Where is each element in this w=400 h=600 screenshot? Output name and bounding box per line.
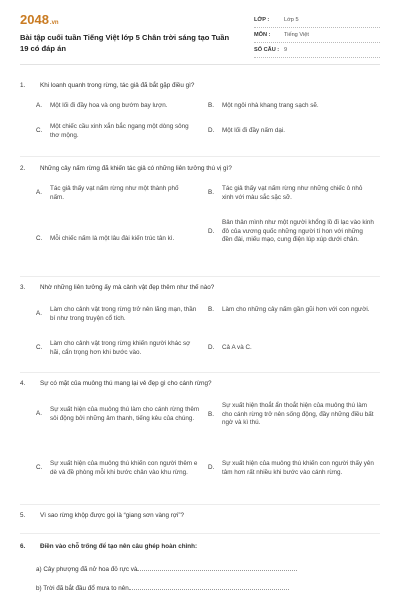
option-c[interactable] bbox=[36, 235, 206, 244]
divider bbox=[20, 276, 380, 277]
blank-line[interactable] bbox=[129, 583, 289, 590]
option-d-text: Bản thân mình như một người khổng lồ đi lạc vào kinh đô của vương quốc những người tí hon với những đền đài, miếu mạo, cung điện lúp xúp dưới chân. bbox=[222, 219, 374, 243]
option-b-label: B. bbox=[208, 189, 214, 197]
option-c-label: C. bbox=[36, 235, 43, 242]
option-a[interactable] bbox=[36, 306, 208, 323]
question-text: Sự có mặt của muông thú mang lại vẻ đẹp gì cho cánh rừng? bbox=[40, 380, 212, 387]
option-b[interactable] bbox=[208, 102, 378, 111]
option-a-label: A. bbox=[36, 410, 42, 418]
meta-socau-value: 9 bbox=[284, 47, 288, 53]
question-number: 1. bbox=[20, 82, 26, 89]
meta-lop-value: Lớp 5 bbox=[284, 17, 299, 23]
meta-mon bbox=[254, 28, 380, 43]
option-b[interactable] bbox=[208, 306, 380, 315]
option-d[interactable] bbox=[208, 460, 380, 477]
question-text: Nhờ những liên tưởng ấy mà cảnh vật đẹp thêm như thế nào? bbox=[40, 284, 215, 291]
question-number: 3. bbox=[20, 284, 26, 291]
meta-box bbox=[254, 13, 380, 58]
question-3 bbox=[20, 284, 380, 374]
option-c-label: C. bbox=[36, 127, 43, 135]
meta-mon-value: Tiếng Việt bbox=[284, 32, 309, 38]
option-d-label: D. bbox=[208, 344, 215, 351]
meta-socau bbox=[254, 43, 380, 58]
option-a[interactable] bbox=[36, 406, 208, 423]
meta-lop bbox=[254, 13, 380, 28]
option-a-text: Làm cho cảnh vật trong rừng trở nên lãng mạn, thần bí như trong truyện cổ tích. bbox=[50, 306, 197, 322]
question-text: Khi loanh quanh trong rừng, tác giả đã bắt gặp điều gì? bbox=[40, 82, 195, 89]
blank-line[interactable] bbox=[137, 564, 297, 571]
meta-socau-label: SỐ CÂU : bbox=[254, 47, 280, 53]
divider bbox=[20, 156, 380, 157]
option-c[interactable] bbox=[36, 460, 208, 477]
fill-b-text: b) Trời đã bắt đầu đổ mưa to nên bbox=[36, 585, 129, 592]
brand-name: 2048 bbox=[20, 12, 49, 27]
question-text: Vì sao rừng khộp được gọi là “giang sơn vàng rợi”? bbox=[40, 512, 185, 519]
option-a-label: A. bbox=[36, 310, 42, 318]
option-d-text: Một lối đi đầy nấm dại. bbox=[222, 127, 285, 134]
question-6 bbox=[20, 543, 380, 557]
option-a-label: A. bbox=[36, 189, 42, 197]
fill-line-a[interactable] bbox=[36, 564, 376, 573]
option-a-text: Tác giả thấy vạt nấm rừng như một thành phố nấm. bbox=[50, 185, 179, 201]
option-b[interactable] bbox=[208, 185, 380, 202]
option-c-label: C. bbox=[36, 344, 43, 352]
question-2 bbox=[20, 165, 380, 275]
divider bbox=[20, 533, 380, 534]
question-4 bbox=[20, 380, 380, 505]
question-number: 4. bbox=[20, 380, 26, 387]
option-b[interactable] bbox=[208, 402, 380, 428]
option-c[interactable] bbox=[36, 340, 208, 357]
option-d[interactable] bbox=[208, 344, 380, 353]
option-b-text: Làm cho những cây nấm gần gũi hơn với con người. bbox=[222, 306, 370, 313]
option-d-label: D. bbox=[208, 227, 215, 235]
option-a-text: Sự xuất hiện của muông thú làm cho cánh rừng thêm sôi động bởi những âm thanh, tiếng kêu của chúng. bbox=[50, 406, 200, 422]
divider bbox=[20, 504, 380, 505]
option-d[interactable] bbox=[208, 219, 380, 245]
option-b-label: B. bbox=[208, 102, 214, 109]
option-a[interactable] bbox=[36, 102, 206, 111]
question-number: 5. bbox=[20, 512, 26, 519]
option-d-text: Sự xuất hiện của muông thú khiến con người thấy yên tâm hơn rất nhiều khi bước vào cánh rừng. bbox=[222, 460, 374, 476]
fill-line-b[interactable] bbox=[36, 583, 376, 592]
option-c-label: C. bbox=[36, 464, 43, 472]
option-c-text: Sự xuất hiện của muông thú khiến con người thêm e dè và đề phòng mỗi khi bước chân vào khu rừng. bbox=[50, 460, 198, 476]
question-5 bbox=[20, 512, 380, 526]
option-b-text: Một ngôi nhà khang trang sạch sẽ. bbox=[222, 102, 319, 109]
option-a-label: A. bbox=[36, 102, 42, 109]
option-d-label: D. bbox=[208, 127, 215, 134]
option-d-label: D. bbox=[208, 464, 215, 472]
question-text: Những cây nấm rừng đã khiến tác giả có những liên tưởng thú vị gì? bbox=[40, 165, 232, 172]
page-title: Bài tập cuối tuần Tiếng Việt lớp 5 Chân trời sáng tạo Tuần 19 có đáp án bbox=[20, 33, 230, 53]
question-number: 6. bbox=[20, 543, 26, 550]
fill-a-text: a) Cây phượng đã nở hoa đỏ rực và bbox=[36, 566, 138, 573]
option-c-text: Mỗi chiếc nấm là một lâu đài kiến trúc tân kì. bbox=[50, 235, 175, 242]
question-number: 2. bbox=[20, 165, 26, 172]
brand-logo[interactable] bbox=[20, 12, 59, 27]
meta-lop-label: LỚP : bbox=[254, 17, 270, 23]
question-1 bbox=[20, 82, 380, 152]
header-divider bbox=[20, 64, 380, 65]
divider bbox=[20, 372, 380, 373]
option-a[interactable] bbox=[36, 185, 206, 202]
option-b-text: Sự xuất hiện thoắt ẩn thoắt hiện của muông thú làm cho cánh rừng trở nên sống động, đầy những điều bất ngờ và kì thú. bbox=[222, 402, 374, 426]
meta-mon-label: MÔN : bbox=[254, 32, 271, 38]
option-d-text: Cả A và C. bbox=[222, 344, 252, 351]
question-text: Điền vào chỗ trống để tạo nên câu ghép hoàn chỉnh: bbox=[40, 543, 198, 550]
option-b-label: B. bbox=[208, 306, 214, 313]
option-c[interactable] bbox=[36, 123, 206, 140]
option-b-text: Tác giả thấy vạt nấm rừng như những chiếc ô nhỏ xinh với màu sắc sặc sỡ. bbox=[222, 185, 363, 201]
brand-suffix: .vn bbox=[49, 20, 59, 26]
option-d[interactable] bbox=[208, 127, 378, 136]
option-c-text: Một chiếc cầu xinh xắn bắc ngang một dòng sông thơ mộng. bbox=[50, 123, 189, 139]
option-b-label: B. bbox=[208, 410, 214, 418]
option-a-text: Một lối đi đầy hoa và ong bướm bay lượn. bbox=[50, 102, 168, 109]
option-c-text: Làm cho cảnh vật trong rừng khiến người khác sợ hãi, cẩn trọng hơn khi bước vào. bbox=[50, 340, 191, 356]
